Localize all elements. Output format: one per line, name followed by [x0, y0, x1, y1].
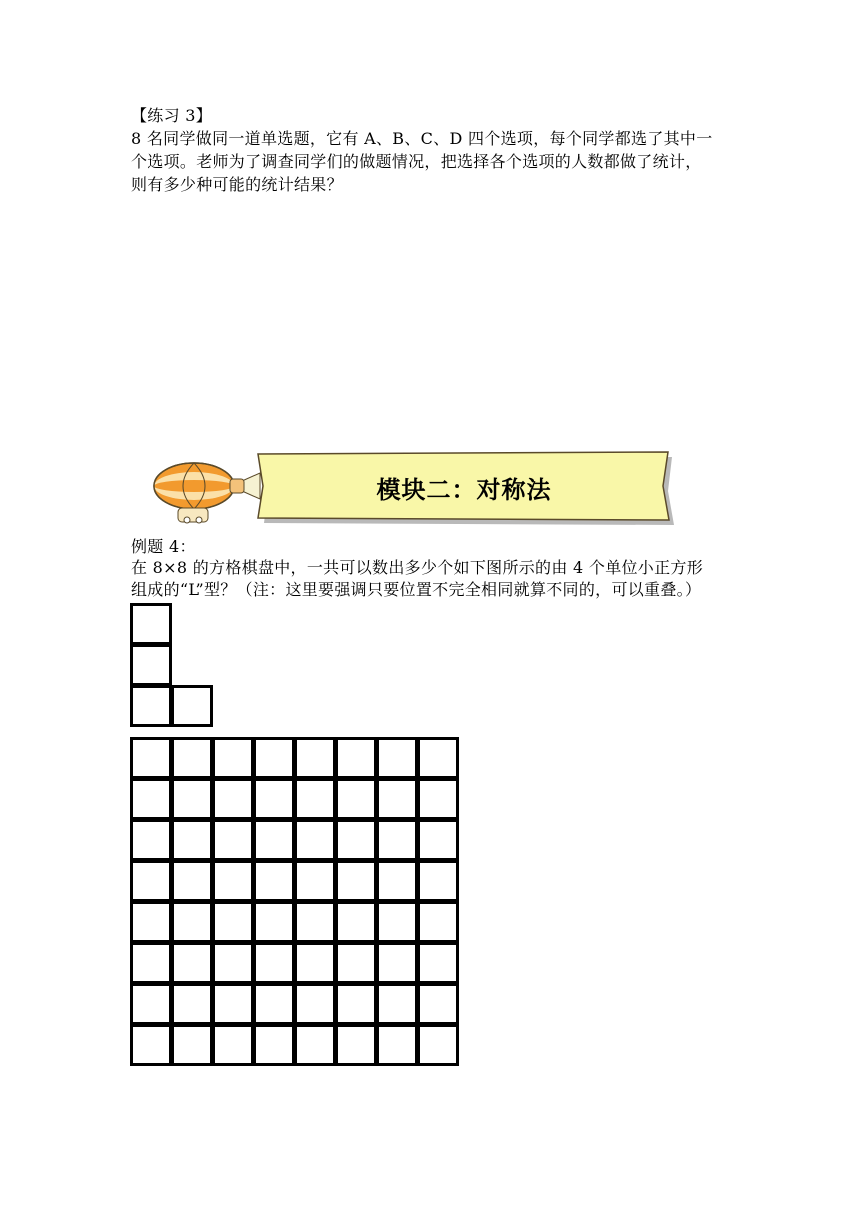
example-line-2: 组成的“L”型？（注：这里要强调只要位置不完全相同就算不同的，可以重叠。） [131, 580, 702, 599]
practice-line-3: 则有多少种可能的统计结果？ [131, 175, 343, 194]
board-cell [335, 737, 377, 779]
board-cell [130, 983, 172, 1025]
board-cell [212, 1024, 254, 1066]
practice-heading: 【练习 3】 [131, 106, 213, 125]
board-cell [294, 737, 336, 779]
board-cell [417, 737, 459, 779]
board-cell [417, 942, 459, 984]
board-cell [335, 778, 377, 820]
l-shape-cell [171, 685, 213, 727]
board-cell [130, 1024, 172, 1066]
board-cell [212, 778, 254, 820]
board-cell [212, 737, 254, 779]
board-cell [417, 819, 459, 861]
board-cell [417, 1024, 459, 1066]
balloon-icon [154, 463, 244, 523]
board-cell [212, 860, 254, 902]
board-cell [294, 942, 336, 984]
board-cell [253, 983, 295, 1025]
l-shape-cell [130, 685, 172, 727]
practice-line-2: 个选项。老师为了调查同学们的做题情况，把选择各个选项的人数都做了统计， [131, 152, 702, 171]
banner-title: 模块二：对称法 [376, 476, 552, 504]
board-cell [130, 737, 172, 779]
board-cell [294, 983, 336, 1025]
board-cell [376, 1024, 418, 1066]
board-cell [417, 778, 459, 820]
board-cell [253, 942, 295, 984]
board-cell [376, 819, 418, 861]
board-cell [171, 942, 213, 984]
board-cell [417, 983, 459, 1025]
l-shape-cell [130, 644, 172, 686]
board-cell [376, 942, 418, 984]
board-cell [253, 860, 295, 902]
board-cell [376, 901, 418, 943]
l-shape-cell [130, 603, 172, 645]
board-cell [294, 860, 336, 902]
board-cell [253, 778, 295, 820]
board-cell [253, 819, 295, 861]
board-cell [130, 819, 172, 861]
board-cell [253, 737, 295, 779]
board-cell [417, 860, 459, 902]
board-cell [130, 860, 172, 902]
board-cell [294, 819, 336, 861]
board-cell [335, 901, 377, 943]
board-cell [212, 819, 254, 861]
board-cell [130, 901, 172, 943]
board-cell [171, 778, 213, 820]
practice-line-1: 8 名同学做同一道单选题，它有 A、B、C、D 四个选项，每个同学都选了其中一 [131, 129, 713, 148]
board-cell [335, 860, 377, 902]
board-cell [335, 983, 377, 1025]
board-cell [335, 819, 377, 861]
board-cell [376, 778, 418, 820]
board-cell [376, 737, 418, 779]
board-cell [171, 983, 213, 1025]
board-cell [171, 1024, 213, 1066]
board-cell [294, 1024, 336, 1066]
board-cell [212, 942, 254, 984]
board-cell [335, 942, 377, 984]
board-cell [376, 983, 418, 1025]
board-cell [253, 1024, 295, 1066]
board-cell [130, 778, 172, 820]
board-cell [376, 860, 418, 902]
board-cell [171, 737, 213, 779]
example-line-1: 在 8×8 的方格棋盘中，一共可以数出多少个如下图所示的由 4 个单位小正方形 [131, 558, 703, 577]
board-cell [171, 901, 213, 943]
board-cell [212, 901, 254, 943]
board-cell [417, 901, 459, 943]
board-cell [253, 901, 295, 943]
board-cell [294, 778, 336, 820]
board-cell [212, 983, 254, 1025]
board-cell [335, 1024, 377, 1066]
board-cell [130, 942, 172, 984]
board-cell [171, 819, 213, 861]
board-cell [171, 860, 213, 902]
example-heading: 例题 4： [131, 537, 196, 556]
board-cell [294, 901, 336, 943]
